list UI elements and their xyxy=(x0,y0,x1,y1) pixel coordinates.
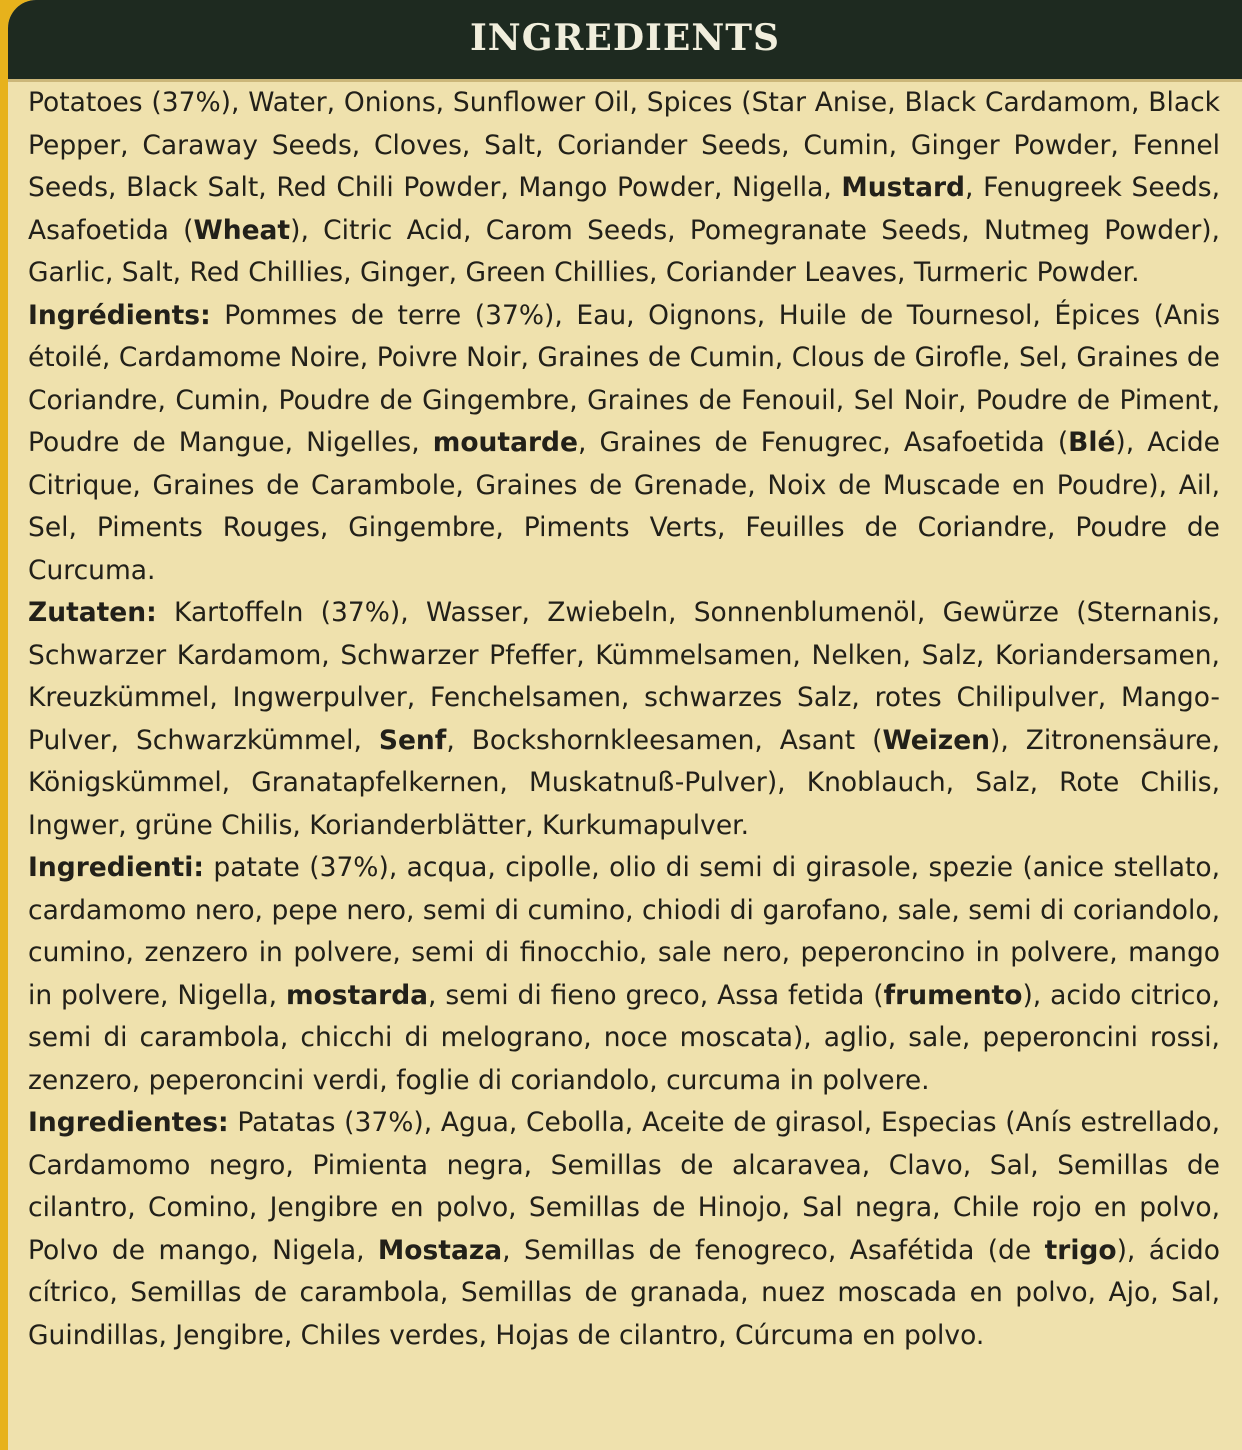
ingredients-label xyxy=(8,0,1242,1450)
allergen-text: mostarda xyxy=(285,979,429,1011)
section-label: Ingredientes: xyxy=(28,1107,229,1138)
ingredient-text: Pommes de terre (37%), Eau, Oignons, Huile de Tournesol, Épices (Anis étoilé, Cardamome Noire, Poivre Noir, Graines de Cumin, Clous de Girofle, Sel, Graines de Coriandre, Cumin, Poudre de Gingembre, Graines de Fenouil, Sel Noir, Poudre de Piment, Poudre de Mangue, Nigelles, xyxy=(28,299,1220,458)
header-band xyxy=(8,0,1242,82)
header-title: INGREDIENTS xyxy=(469,17,781,59)
ingredient-text: Potatoes (37%), Water, Onions, Sunflower Oil, Spices (Star Anise, Black Cardamom, Black Pepper, Caraway Seeds, Cloves, Salt, Coriander Seeds, Cumin, Ginger Powder, Fennel Seeds, Black Salt, Red Chili Powder, Mango Powder, Nigella, xyxy=(28,87,1220,203)
ingredient-text: , Semillas de fenogreco, Asafétida (de xyxy=(502,1234,1045,1266)
section-label: Zutaten: xyxy=(28,597,157,628)
allergen-text: Mustard xyxy=(841,172,966,203)
allergen-text: frumento xyxy=(883,979,1023,1011)
ingredient-text: patate (37%), acqua, cipolle, olio di semi di girasole, spezie (anice stellato, cardamomo nero, pepe nero, semi di cumino, chiodi di garofano, sale, semi di coriandolo, cumino, zenzero in polvere, semi di finocchio, sale nero, peperoncino in polvere, mango in polvere, Nigella, xyxy=(28,852,1220,1011)
allergen-text: Senf xyxy=(378,724,447,756)
section-label: Ingredienti: xyxy=(28,852,204,883)
ingredient-text: ), acido citrico, semi di carambola, chicchi di melograno, noce moscata), aglio, sale, peperoncini rossi, zenzero, peperoncini verdi, foglie di coriandolo, curcuma in polvere. xyxy=(28,979,1220,1096)
ingredients-section-de xyxy=(28,592,1220,847)
allergen-text: trigo xyxy=(1044,1234,1117,1266)
allergen-text: Weizen xyxy=(882,724,991,756)
ingredient-text: ), Zitronensäure, Königskümmel, Granatapfelkernen, Muskatnuß-Pulver), Knoblauch, Salz, Rote Chilis, Ingwer, grüne Chilis, Korianderblätter, Kurkumapulver. xyxy=(28,724,1220,841)
ingredient-text: , semi di fieno greco, Assa fetida ( xyxy=(428,979,884,1011)
allergen-text: Blé xyxy=(1068,427,1116,458)
ingredient-text: , Bockshornkleesamen, Asant ( xyxy=(446,724,883,756)
ingredient-text: ), ácido cítrico, Semillas de carambola, Semillas de granada, nuez moscada en polvo, Ajo, Sal, Guindillas, Jengibre, Chiles verdes, Hojas de cilantro, Cúrcuma en polvo. xyxy=(28,1234,1220,1351)
ingredients-section-fr xyxy=(28,295,1220,593)
ingredient-text: , Fenugreek Seeds, Asafoetida ( xyxy=(28,172,1221,246)
allergen-text: Wheat xyxy=(193,214,291,246)
section-label: Ingrédients: xyxy=(28,299,211,331)
allergen-text: Mostaza xyxy=(377,1234,503,1266)
ingredient-text: ), Acide Citrique, Graines de Carambole, Graines de Grenade, Noix de Muscade en Poudre), Ail, Sel, Piments Rouges, Gingembre, Piments Verts, Feuilles de Coriandre, Poudre de Curcuma. xyxy=(28,427,1220,586)
ingredient-text: , Graines de Fenugrec, Asafoetida ( xyxy=(577,427,1069,458)
ingredient-text: ), Citric Acid, Carom Seeds, Pomegranate Seeds, Nutmeg Powder), Garlic, Salt, Red Chillies, Ginger, Green Chillies, Coriander Leaves, Turmeric Powder. xyxy=(28,214,1220,288)
ingredients-section-it xyxy=(28,847,1220,1102)
ingredients-section-es xyxy=(28,1102,1220,1357)
ingredients-section-en xyxy=(28,82,1220,295)
ingredient-text: Kartoffeln (37%), Wasser, Zwiebeln, Sonnenblumenöl, Gewürze (Sternanis, Schwarzer Kardamom, Schwarzer Pfeffer, Kümmelsamen, Nelken, Salz, Koriandersamen, Kreuzkümmel, Ingwerpulver, Fenchelsamen, schwarzes Salz, rotes Chilipulver, Mango-Pulver, Schwarzkümmel, xyxy=(28,597,1220,756)
ingredients-text xyxy=(28,82,1220,1357)
allergen-text: moutarde xyxy=(432,427,578,458)
ingredient-text: Patatas (37%), Agua, Cebolla, Aceite de girasol, Especias (Anís estrellado, Cardamomo negro, Pimienta negra, Semillas de alcaravea, Clavo, Sal, Semillas de cilantro, Comino, Jengibre en polvo, Semillas de Hinojo, Sal negra, Chile rojo en polvo, Polvo de mango, Nigela, xyxy=(28,1107,1220,1266)
